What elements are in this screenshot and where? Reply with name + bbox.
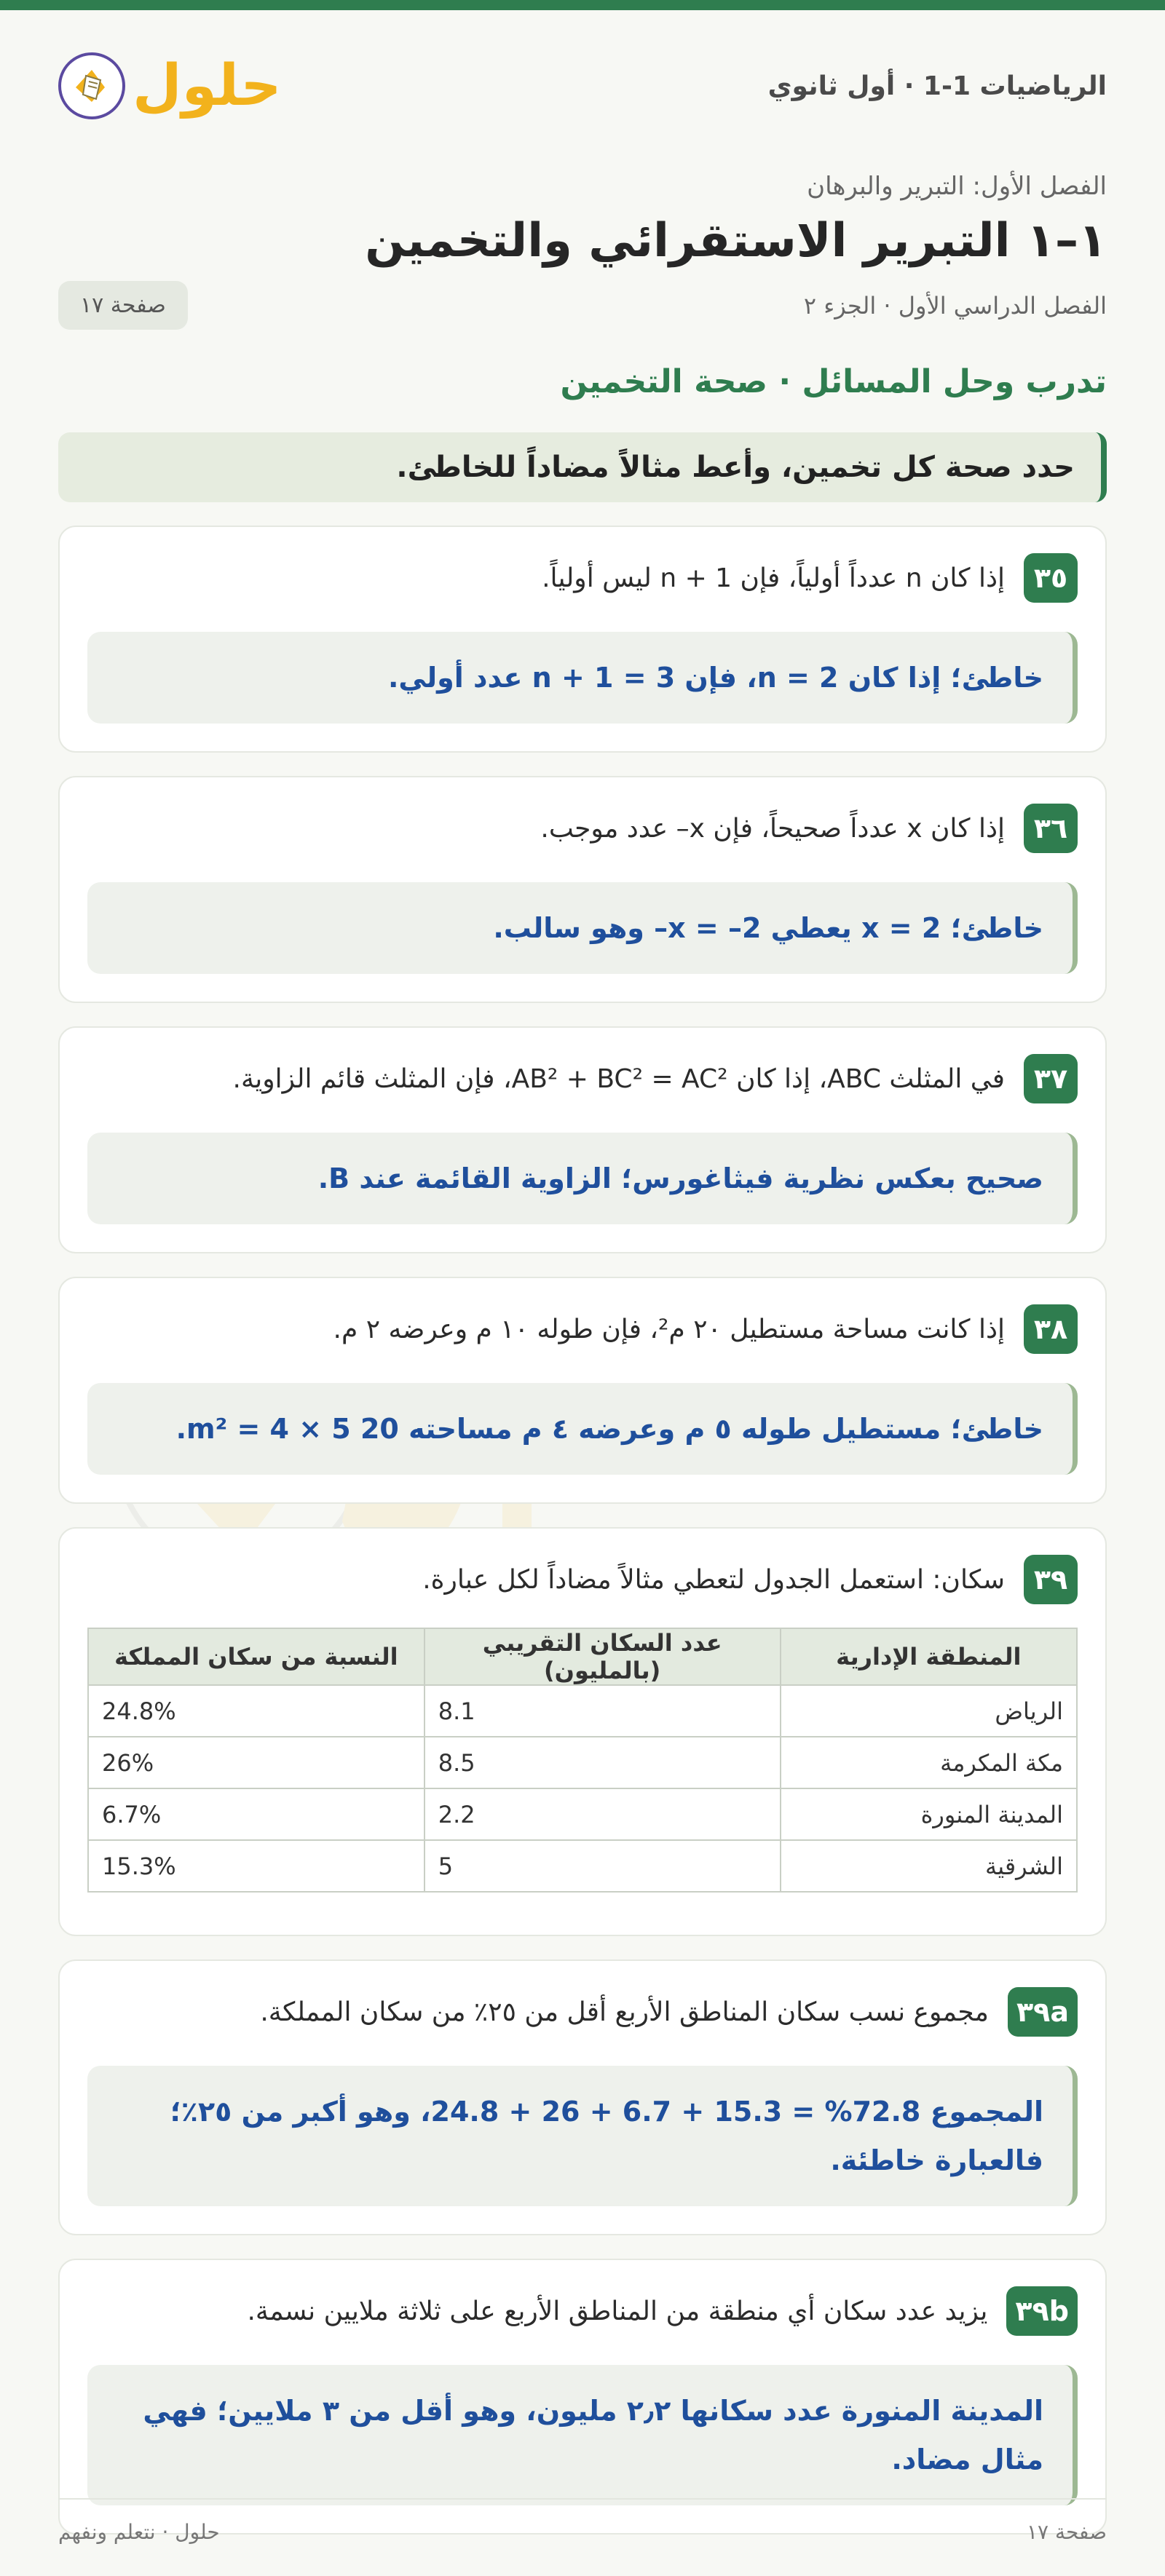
footer-page-number: صفحة ١٧ [1026,2520,1107,2544]
table-row [88,1840,1077,1892]
course-title: الرياضيات 1-1 · أول ثانوي [767,71,1107,101]
region-cell: المدينة المنورة [781,1788,1077,1840]
question-number: ٣٧ [1024,1054,1078,1103]
question-number: ٣٩ [1024,1555,1078,1604]
question-text: مجموع نسب سكان المناطق الأربع أقل من ٢٥٪ من سكان المملكة. [260,1997,989,2027]
table-header-row [88,1628,1077,1685]
question-text: إذا كانت مساحة مستطيل ٢٠ م²، فإن طوله ١٠ م وعرضه ٢ م. [333,1314,1005,1344]
page-badge: صفحة ١٧ [58,281,188,330]
population-cell: 8.1 [424,1685,781,1737]
question-card-37 [58,1026,1107,1253]
region-cell: الشرقية [781,1840,1077,1892]
answer-box: خاطئ؛ إذا كان n = 2، فإن n + 1 = 3 عدد أولي. [87,632,1078,724]
footer-brand: حلول · نتعلم ونفهم [58,2520,220,2544]
instruction-box: حدد صحة كل تخمين، وأعط مثالاً مضاداً للخاطئ. [58,432,1107,502]
percent-cell: 24.8% [88,1685,424,1737]
page-content [0,10,1165,2535]
question-text: سكان: استعمل الجدول لتعطي مثالاً مضاداً لكل عبارة. [422,1564,1005,1595]
answer-box: المجموع 72.8% = 15.3 + 6.7 + 26 + 24.8، وهو أكبر من ٢٥٪؛ فالعبارة خاطئة. [87,2066,1078,2206]
percent-cell: 26% [88,1737,424,1788]
question-text: في المثلث ABC، إذا كان AB² + BC² = AC²، فإن المثلث قائم الزاوية. [232,1063,1005,1094]
percent-cell: 15.3% [88,1840,424,1892]
region-cell: الرياض [781,1685,1077,1737]
question-card-38 [58,1277,1107,1504]
logo-wordmark: حلول [133,53,282,119]
population-cell: 2.2 [424,1788,781,1840]
table-row [88,1737,1077,1788]
site-logo[interactable] [58,52,282,119]
column-header-percent: النسبة من سكان المملكة [88,1628,424,1685]
question-number: ٣٩b [1006,2286,1078,2336]
population-cell: 8.5 [424,1737,781,1788]
column-header-region: المنطقة الإدارية [781,1628,1077,1685]
question-text: إذا كان x عدداً صحيحاً، فإن x– عدد موجب. [540,813,1005,844]
question-number: ٣٨ [1024,1304,1078,1354]
answer-box: صحيح بعكس نظرية فيثاغورس؛ الزاوية القائمة عند B. [87,1133,1078,1224]
question-text: إذا كان n عدداً أولياً، فإن n + 1 ليس أولياً. [542,563,1005,593]
question-card-39a [58,1959,1107,2235]
region-cell: مكة المكرمة [781,1737,1077,1788]
page-footer [58,2498,1107,2544]
section-title: تدرب وحل المسائل · صحة التخمين [560,363,1107,400]
table-row [88,1788,1077,1840]
meta-row [58,281,1107,330]
percent-cell: 6.7% [88,1788,424,1840]
semester-label: الفصل الدراسي الأول · الجزء ٢ [803,291,1107,320]
lesson-title: ١–١ التبرير الاستقرائي والتخمين [365,214,1107,268]
population-table [87,1628,1078,1893]
question-card-35 [58,526,1107,753]
question-number: ٣٦ [1024,804,1078,853]
population-cell: 5 [424,1840,781,1892]
question-card-39 [58,1527,1107,1936]
table-row [88,1685,1077,1737]
answer-box: المدينة المنورة عدد سكانها ٢٫٢ مليون، وهو أقل من ٣ ملايين؛ فهي مثال مضاد. [87,2365,1078,2505]
question-card-39b [58,2259,1107,2535]
page-header [58,10,1107,162]
answer-box: خاطئ؛ مستطيل طوله ٥ م وعرضه ٤ م مساحته 20 m² = 4 × 5. [87,1383,1078,1475]
column-header-population: عدد السكان التقريبي (بالمليون) [424,1628,781,1685]
question-number: ٣٩a [1008,1987,1078,2037]
question-text: يزيد عدد سكان أي منطقة من المناطق الأربع على ثلاثة ملايين نسمة. [247,2296,988,2326]
chapter-title: الفصل الأول: التبرير والبرهان [807,172,1107,201]
question-card-36 [58,776,1107,1003]
book-icon [58,52,125,119]
top-accent-bar [0,0,1165,10]
answer-box: خاطئ؛ x = 2 يعطي x = –2– وهو سالب. [87,882,1078,974]
question-number: ٣٥ [1024,553,1078,603]
